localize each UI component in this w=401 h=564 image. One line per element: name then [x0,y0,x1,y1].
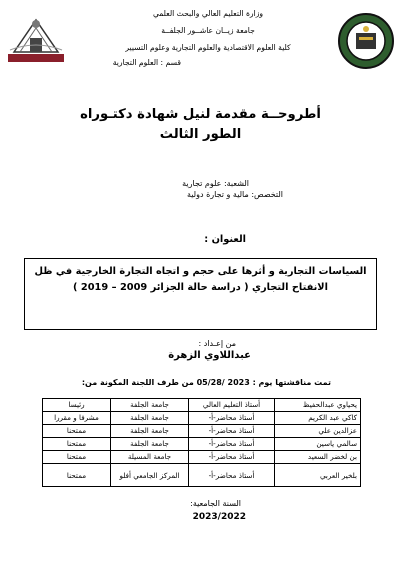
member-role: مشرفا و مقررا [43,412,111,425]
thesis-type-title: أطروحــة مقدمة لنيل شهادة دكتـوراه [80,107,321,122]
member-institution: جامعة الجلفة [111,399,189,412]
department-name: قسم : العلوم التجارية [112,58,181,67]
committee-row [43,412,361,425]
member-role: ممتحنا [43,464,111,487]
specialty-field: التخصص: مالية و تجارة دولية [186,190,283,199]
member-rank: أستاذ محاضر-أ- [189,451,275,464]
prepared-by-label: من إعـداد : [198,339,236,348]
member-role: رئيسا [43,399,111,412]
faculty-emblem [337,12,395,70]
thesis-title-line1: السياسات التجارية و أثرها على حجم و اتجاه التجارة الخارجية في ظل [34,266,367,277]
committee-row [43,464,361,487]
thesis-cycle-title: الطور الثالث [159,127,242,142]
member-name: سالمي ياسين [275,438,361,451]
committee-row [43,425,361,438]
faculty-name: كلية العلوم الاقتصادية والعلوم التجارية وعلوم التسيير [125,43,291,52]
branch-field: الشعبة: علوم تجارية [182,179,249,188]
member-name: يحياوي عبدالحفيظ [275,399,361,412]
academic-year: 2023/2022 [192,512,246,522]
member-institution: جامعة الجلفة [111,438,189,451]
university-name: جامعة زيــان عاشــور الجلفــة [161,26,255,35]
member-name: بن لخضر السعيد [275,451,361,464]
university-logo [6,10,66,64]
defense-date-line: تمت مناقشتها يوم : 2023 /05/28 من طرف اللجنة المكونة من: [81,378,331,387]
thesis-title-line2: الانفتاح التجاري ( دراسة حالة الجزائر 2009 – 2019 ) [73,282,328,293]
committee-row-president [43,399,361,412]
member-rank: أستاذ محاضر-أ- [189,464,275,487]
member-role: ممتحنا [43,438,111,451]
member-institution: جامعة المسيلة [111,451,189,464]
member-role: ممتحنا [43,425,111,438]
committee-row [43,438,361,451]
member-institution: المركز الجامعي أفلو [111,464,189,487]
academic-year-label: السنة الجامعية: [190,499,241,508]
member-rank: أستاذ محاضر-أ- [189,412,275,425]
member-institution: جامعة الجلفة [111,412,189,425]
member-rank: أستاذ التعليم العالي [189,399,275,412]
member-rank: أستاذ محاضر-أ- [189,425,275,438]
author-name: عبداللاوي الزهرة [168,350,251,361]
ministry-name: وزارة التعليم العالي والبحث العلمي [152,9,264,18]
member-rank: أستاذ محاضر-أ- [189,438,275,451]
committee-table [42,398,361,487]
committee-row [43,451,361,464]
member-name: عزالدين علي [275,425,361,438]
member-name: بلخير العربي [275,464,361,487]
member-role: ممتحنا [43,451,111,464]
member-name: كاكي عبد الكريم [275,412,361,425]
address-label: العنوان : [204,234,246,245]
member-institution: جامعة الجلفة [111,425,189,438]
thesis-title-box [24,258,377,330]
